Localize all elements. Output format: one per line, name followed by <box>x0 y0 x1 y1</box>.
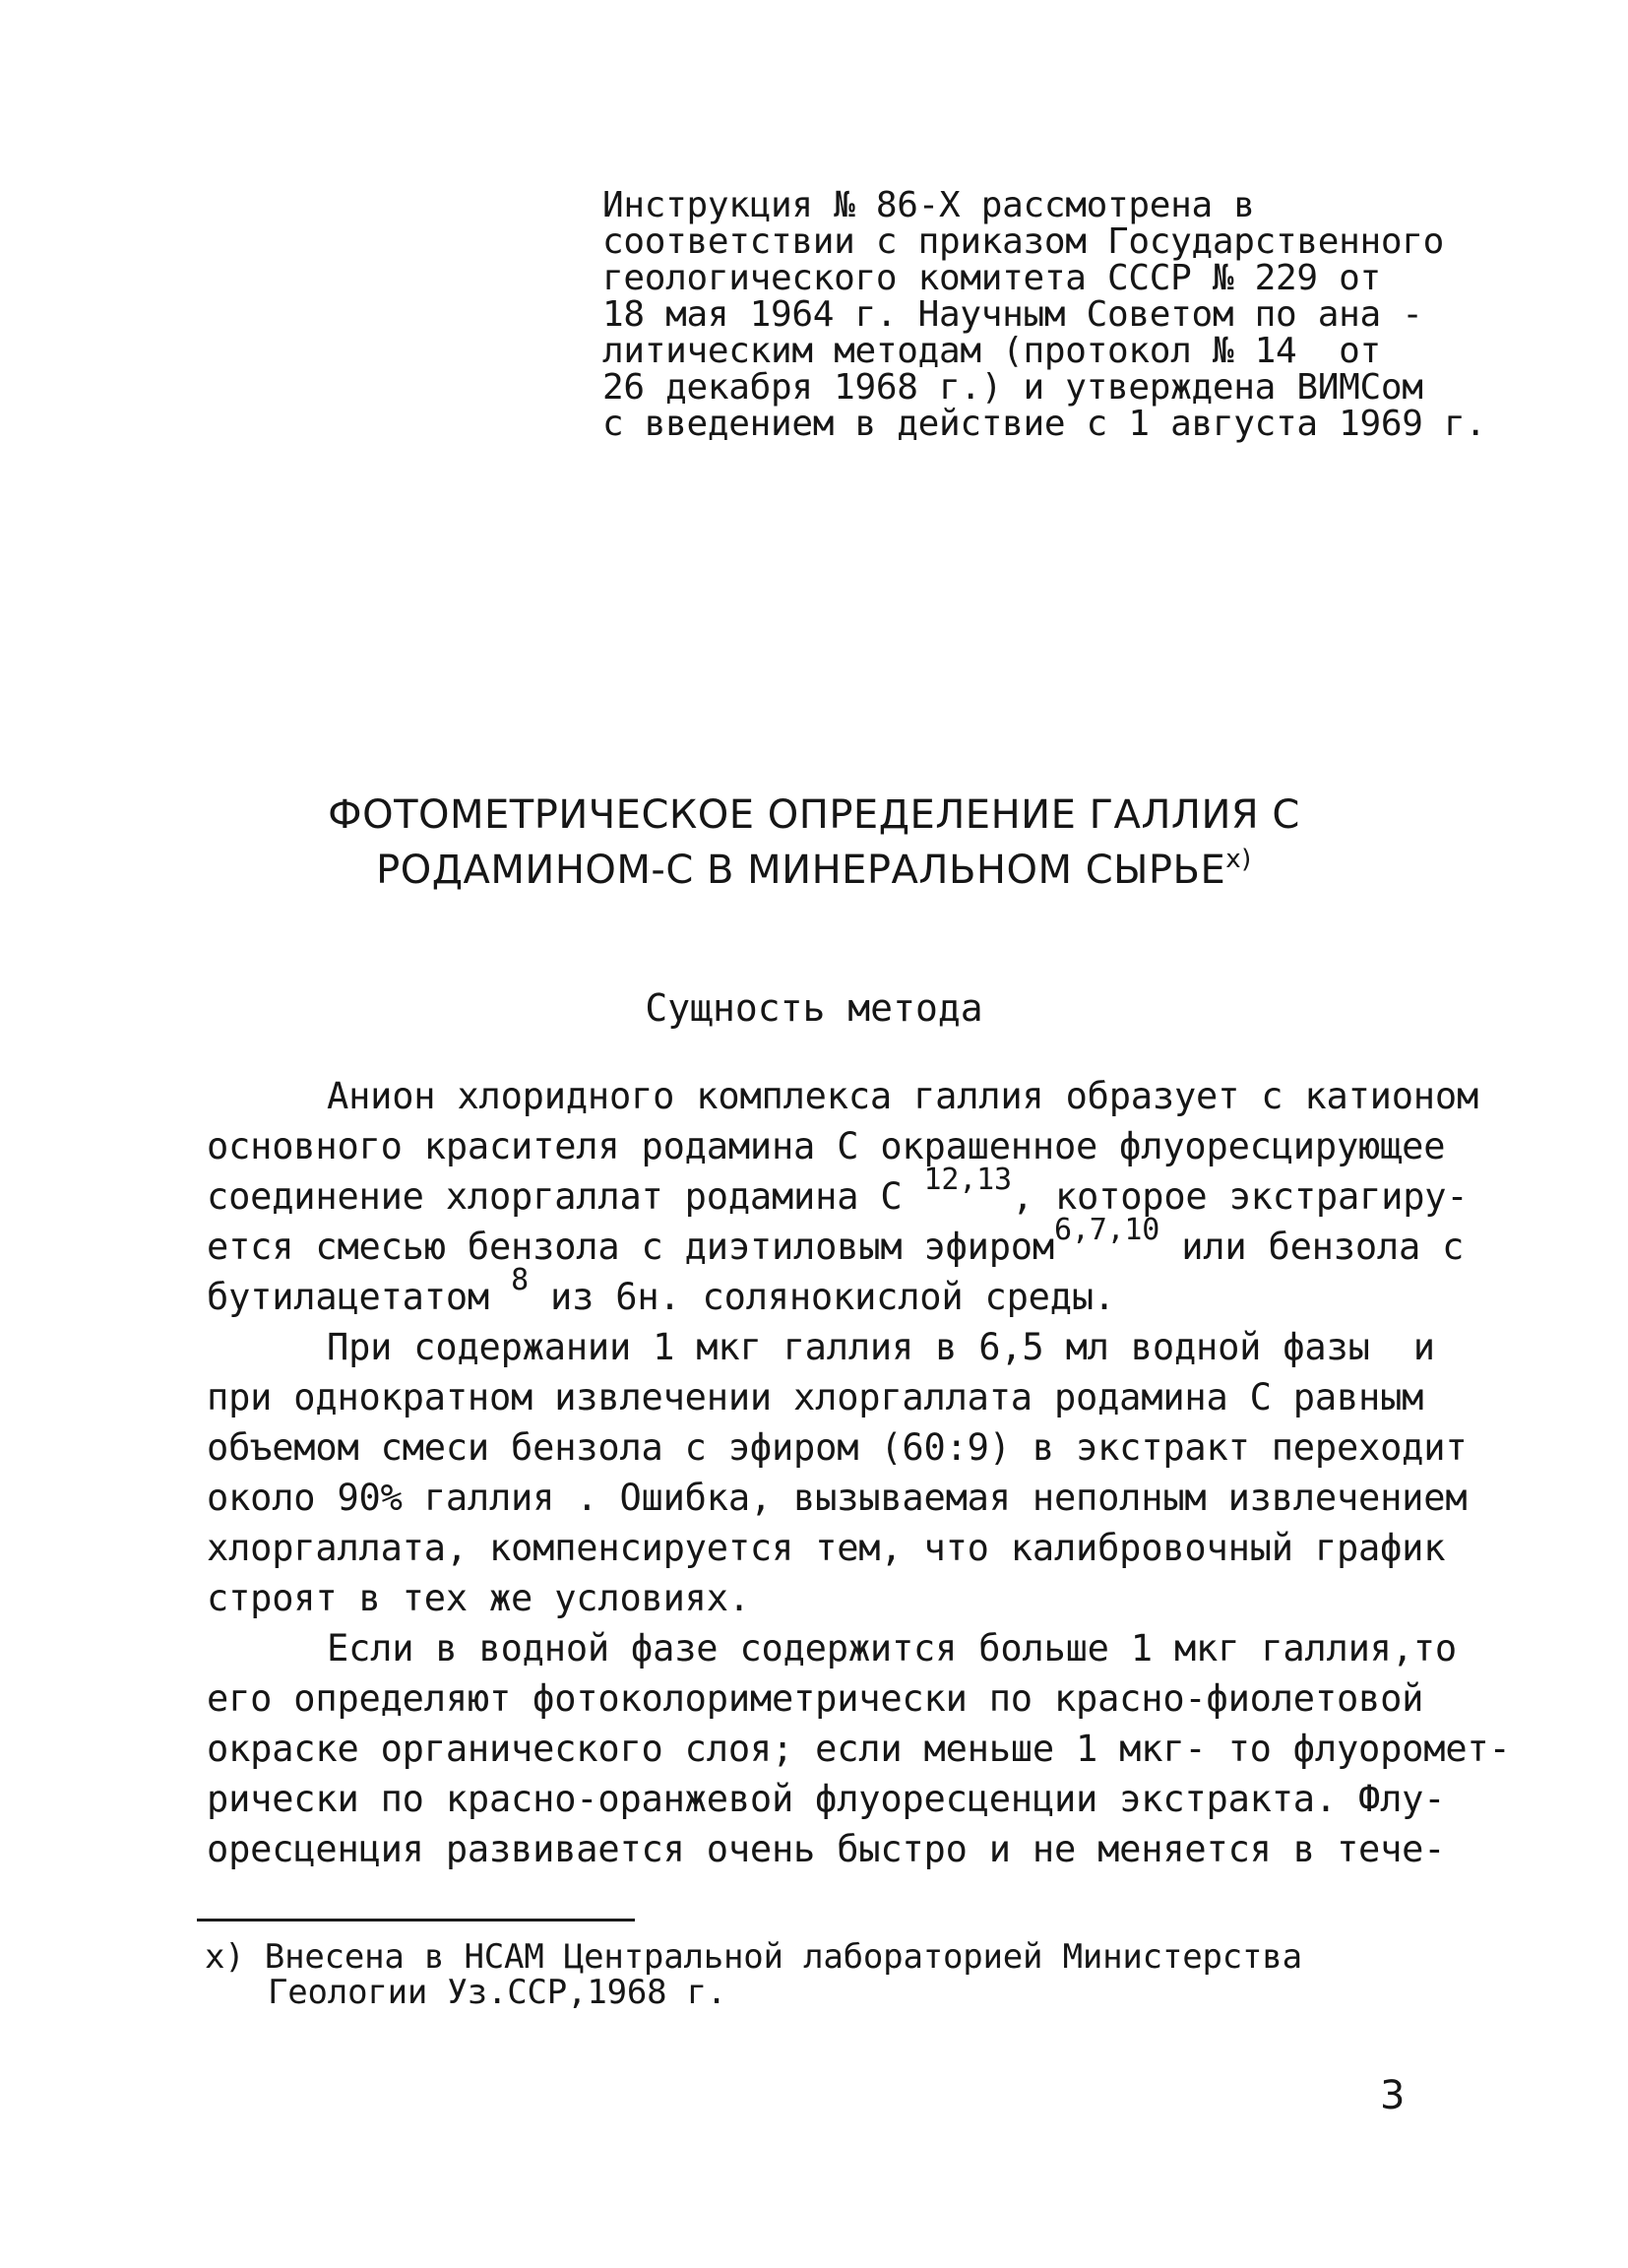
body-text-run: , которое экстрагиру- <box>1011 1175 1469 1218</box>
footnote-line-1: x) Внесена в НСАМ Центральной лабораторией Министерства <box>205 1937 1302 1977</box>
body-text-run: или бензола с <box>1159 1226 1465 1268</box>
section-heading: Сущность метода <box>645 986 983 1030</box>
body-line: его определяют фотоколориметрически по красно-фиолетовой <box>207 1677 1424 1720</box>
body-text-run: бутилацетатом <box>207 1276 512 1318</box>
body-text-run: соединение хлоргаллат родамина С <box>207 1175 924 1218</box>
body-line: оресценция развивается очень быстро и не меняется в тече- <box>207 1828 1446 1870</box>
title-footnote-mark: x) <box>1225 845 1252 874</box>
body-line: строят в тех же условиях. <box>207 1577 750 1619</box>
footnote-line-2: Геологии Уз.ССР,1968 г. <box>268 1973 727 2012</box>
title-line-2-text: РОДАМИНОМ-С В МИНЕРАЛЬНОМ СЫРЬЕ <box>376 848 1226 893</box>
body-line: при однократном извлечении хлоргаллата родамина С равным <box>207 1376 1424 1418</box>
reference-superscript: 6,7,10 <box>1053 1213 1160 1247</box>
approval-note <box>602 187 1488 442</box>
body-line: окраске органического слоя; если меньше 1 мкг- то флуоромет- <box>207 1728 1511 1770</box>
title-line-1: ФОТОМЕТРИЧЕСКОЕ ОПРЕДЕЛЕНИЕ ГАЛЛИЯ С <box>328 792 1300 838</box>
body-text <box>207 1071 1511 1874</box>
reference-superscript: 8 <box>511 1263 529 1297</box>
reference-superscript: 12,13 <box>923 1163 1012 1197</box>
approval-note-line: Инструкция № 86-Х рассмотрена в <box>602 185 1255 225</box>
approval-note-line: 26 декабря 1968 г.) и утверждена ВИМСом <box>602 367 1423 408</box>
body-line: основного красителя родамина С окрашенное флуоресцирующее <box>207 1125 1446 1167</box>
body-line <box>207 1263 1447 1322</box>
footnote-divider <box>197 1919 635 1922</box>
page-number: 3 <box>1380 2073 1406 2118</box>
body-text-run: из 6н. солянокислой среды. <box>528 1276 1115 1318</box>
approval-note-line: геологического комитета СССР № 229 от <box>602 258 1381 298</box>
body-line <box>207 1213 1465 1272</box>
body-line: около 90% галлия . Ошибка, вызываемая неполным извлечением <box>207 1477 1468 1519</box>
body-line: хлоргаллата, компенсируется тем, что калибровочный график <box>207 1527 1446 1569</box>
body-line <box>207 1163 1469 1222</box>
body-line: объемом смеси бензола с эфиром (60:9) в экстракт переходит <box>207 1426 1468 1469</box>
body-line: Если в водной фазе содержится больше 1 мкг галлия,то <box>327 1627 1457 1670</box>
title-line-2 <box>0 843 1628 898</box>
approval-note-line: литическим методам (протокол № 14 от <box>602 331 1381 371</box>
approval-note-line: 18 мая 1964 г. Научным Советом по ана - <box>602 294 1423 335</box>
body-line: Анион хлоридного комплекса галлия образует с катионом <box>327 1075 1479 1117</box>
document-title <box>0 788 1628 898</box>
body-line: При содержании 1 мкг галлия в 6,5 мл водной фазы и <box>327 1326 1435 1368</box>
body-line: рически по красно-оранжевой флуоресценции экстракта. Флу- <box>207 1778 1446 1820</box>
approval-note-line: с введением в действие с 1 августа 1969 г. <box>602 404 1486 444</box>
footnote <box>205 1939 1484 2010</box>
body-text-run: ется смесью бензола с диэтиловым эфиром <box>207 1226 1054 1268</box>
approval-note-line: соответствии с приказом Государственного <box>602 221 1444 262</box>
